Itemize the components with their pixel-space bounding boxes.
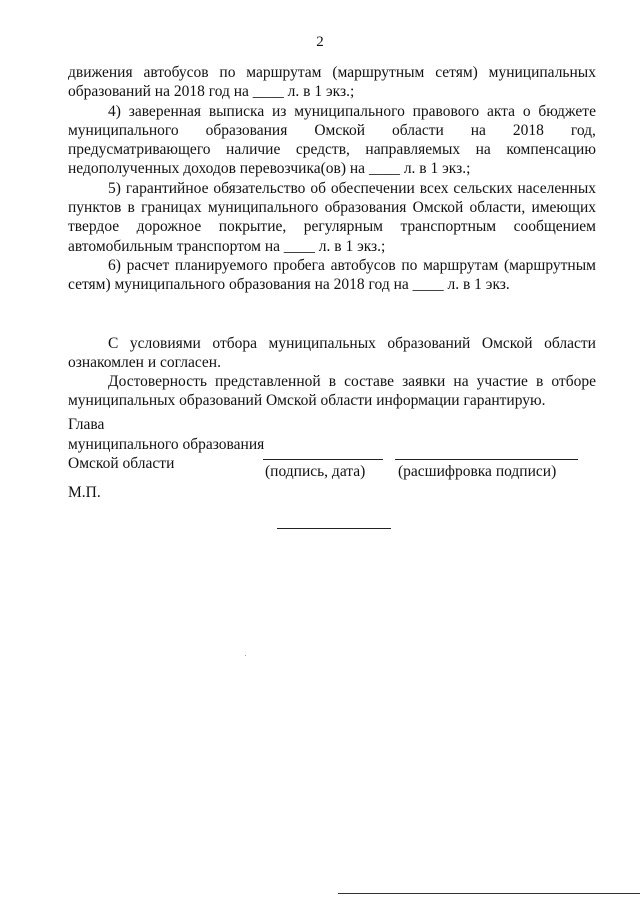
text-line (68, 102, 596, 121)
word: недополученных доходов перевозчика(ов) на ____ л. в 1 экз.; (68, 160, 471, 178)
signatory-title-line-1: Глава (68, 416, 105, 433)
word: муниципальных (268, 334, 376, 352)
word: об (310, 179, 326, 197)
paragraph-gap (68, 295, 596, 334)
signature-caption: (подпись, дата) (265, 463, 366, 480)
text-line (68, 179, 596, 198)
word: в (127, 199, 135, 217)
word: отбора (212, 334, 257, 352)
word: в (328, 373, 337, 391)
word: транспортным (400, 218, 497, 236)
text-line (68, 198, 596, 217)
word: 5) (108, 179, 121, 197)
word: области (391, 121, 444, 139)
word: планируемого (174, 256, 268, 274)
word: наличие (226, 141, 281, 159)
word: пунктов (68, 199, 122, 217)
word: образования (205, 121, 288, 139)
word: заверенная (128, 102, 202, 120)
word: муниципальных (488, 64, 596, 81)
word: 4) (108, 102, 121, 120)
word: 6) (108, 256, 121, 274)
word: компенсацию (506, 141, 596, 159)
word: ознакомлен и согласен. (68, 353, 221, 371)
word: обеспечении (330, 179, 415, 197)
word: автобусов (143, 64, 209, 81)
stamp-placeholder: М.П. (68, 484, 101, 501)
text-line (68, 275, 596, 294)
text-line (68, 159, 596, 178)
document-body (68, 63, 596, 411)
word: покрытие, (218, 218, 287, 236)
word: С (108, 334, 119, 352)
word: автомобильным транспортом на ____ л. в 1 экз.; (68, 237, 386, 255)
word: условиями (129, 334, 201, 352)
signature-line (263, 459, 383, 460)
word: границах (141, 199, 202, 217)
text-line (68, 237, 596, 256)
text-line (68, 353, 596, 372)
word: гарантийное (125, 179, 209, 197)
word: год, (570, 121, 596, 139)
text-line (68, 140, 596, 159)
text-line (68, 256, 596, 275)
word: дорожное (136, 218, 202, 236)
text-line (68, 391, 596, 410)
text-line (68, 63, 596, 82)
word: 2018 (512, 121, 544, 139)
paragraph (68, 179, 596, 256)
word: твердое (68, 218, 120, 236)
text-line (68, 334, 596, 353)
text-line (68, 82, 596, 101)
word: составе (344, 373, 394, 391)
word: выписка (208, 102, 265, 120)
word: о (522, 102, 531, 120)
paragraph (68, 372, 596, 411)
word: сетям) (435, 64, 478, 81)
word: правового (412, 102, 480, 120)
word: области (544, 334, 596, 352)
word: сельских (453, 179, 513, 197)
word: образования (324, 199, 407, 217)
word: муниципального (207, 199, 319, 217)
word: бюджете (538, 102, 596, 120)
word: по (219, 64, 236, 81)
word: представленной (214, 373, 321, 391)
word: Омской (481, 334, 533, 352)
word: заявки (402, 373, 446, 391)
word: сетям) муниципального образования на 2018 год на ____ л. в 1 экз. (68, 276, 510, 294)
word: образований (387, 334, 471, 352)
page-number: 2 (316, 34, 324, 50)
word: муниципального (294, 102, 405, 120)
word: (маршрутным (332, 64, 425, 81)
signature-decoding-line (395, 459, 578, 460)
signatory-title-line-2: муниципального образования (68, 435, 265, 453)
word: акта (486, 102, 516, 120)
text-line (68, 372, 596, 391)
word: направляемых (365, 141, 461, 159)
word: участие (476, 373, 528, 391)
word: маршрутам (423, 256, 499, 274)
word: (маршрутным (503, 256, 596, 274)
word: автобусов (330, 256, 396, 274)
word: имеющих (531, 199, 596, 217)
paragraph (68, 256, 596, 295)
word: на (475, 141, 491, 159)
word: всех (419, 179, 449, 197)
word: движения (68, 64, 133, 81)
scan-speck (245, 655, 246, 656)
signatory-title-line-3: Омской области (68, 455, 175, 472)
word: Омской (412, 199, 464, 217)
word: Достоверность (108, 373, 207, 391)
footer-rule (338, 893, 640, 894)
text-line (68, 217, 596, 236)
word: маршрутам (246, 64, 322, 81)
word: на (453, 373, 469, 391)
word: сообщением (513, 218, 596, 236)
word: населенных (517, 179, 596, 197)
word: расчет (126, 256, 170, 274)
paragraph (68, 334, 596, 373)
word: предусматривающего (68, 141, 211, 159)
word: средств, (295, 141, 350, 159)
word: обязательство (213, 179, 306, 197)
word: пробега (273, 256, 325, 274)
paragraph (68, 63, 596, 102)
word: образований на 2018 год на ____ л. в 1 экз.; (68, 83, 355, 101)
word: муниципального (68, 121, 179, 139)
word: муниципальных образований Омской области информации гарантирую. (68, 392, 546, 410)
word: в (535, 373, 544, 391)
word: Омской (314, 121, 365, 139)
paragraph (68, 102, 596, 179)
word: по (401, 256, 418, 274)
signature-decoding-caption: (расшифровка подписи) (398, 463, 557, 480)
word: из (272, 102, 287, 120)
text-line (68, 121, 596, 140)
word: регулярным (303, 218, 383, 236)
end-divider (277, 528, 391, 529)
word: области, (469, 199, 526, 217)
word: отборе (551, 373, 596, 391)
word: на (470, 121, 486, 139)
